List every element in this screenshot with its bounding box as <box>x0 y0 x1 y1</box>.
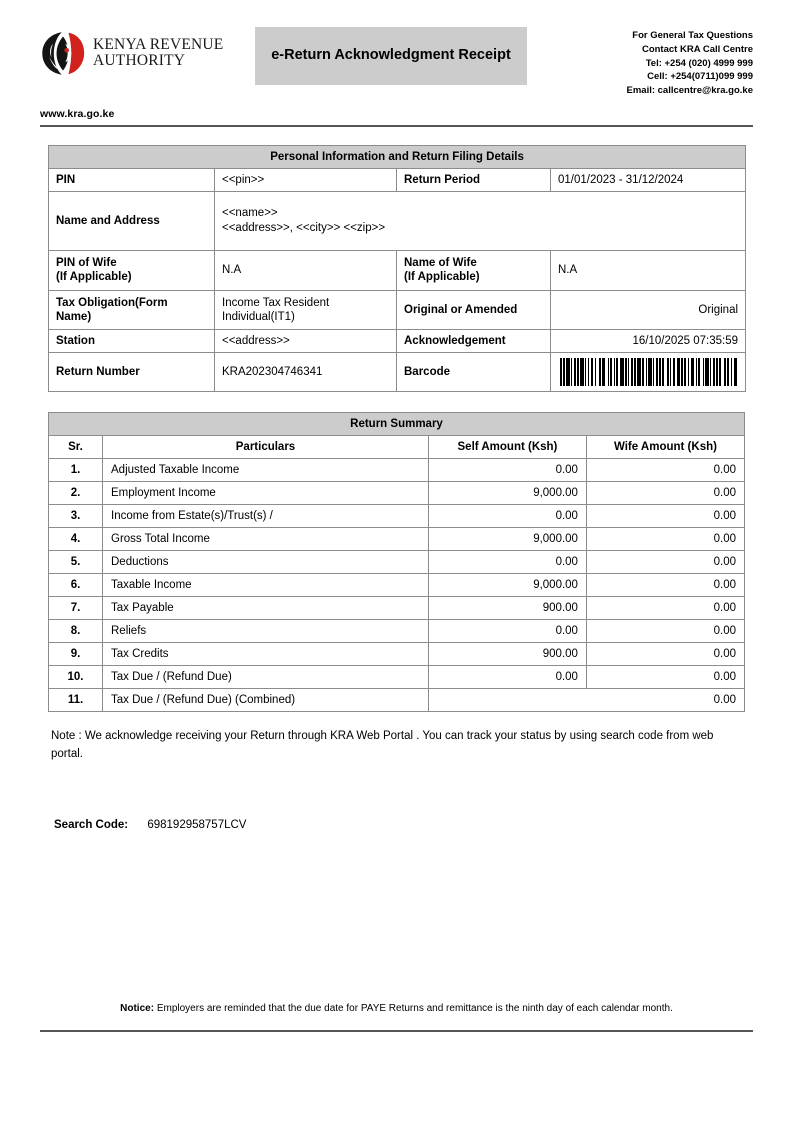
barcode-cell <box>551 353 746 392</box>
table-row <box>49 643 745 666</box>
barcode-label: Barcode <box>397 353 551 392</box>
table-row <box>49 505 745 528</box>
column-header-sr: Sr. <box>49 436 103 459</box>
tax-obligation-label-line2: Name) <box>56 310 92 323</box>
row-self-amount: 0.00 <box>428 620 586 643</box>
row-wife-amount: 0.00 <box>586 482 744 505</box>
name-of-wife-label-line1: Name of Wife <box>404 256 477 269</box>
row-wife-amount: 0.00 <box>586 666 744 689</box>
tax-obligation-value <box>215 290 397 330</box>
address-value: <<address>>, <<city>> <<zip>> <box>222 221 386 234</box>
tax-obligation-value-line1: Income Tax Resident <box>222 296 330 309</box>
row-particulars: Reliefs <box>103 620 429 643</box>
contact-line-1: For General Tax Questions <box>632 30 753 41</box>
logo-line-2: AUTHORITY <box>93 52 186 69</box>
original-amended-label: Original or Amended <box>397 290 551 330</box>
footer-notice-text: Employers are reminded that the due date for PAYE Returns and remittance is the ninth day of each calendar month. <box>156 1003 673 1014</box>
table-row <box>49 145 746 168</box>
contact-line-2: Contact KRA Call Centre <box>641 43 753 55</box>
row-serial: 5. <box>49 551 103 574</box>
row-self-amount: 0.00 <box>428 459 586 482</box>
row-wife-amount: 0.00 <box>586 528 744 551</box>
pin-of-wife-label <box>49 250 215 290</box>
footer-notice-label: Notice: <box>120 1003 155 1014</box>
acknowledgement-note: Note : We acknowledge receiving your Return through KRA Web Portal . You can track your status by using search code from web portal. <box>51 730 714 760</box>
contact-tel: Tel: +254 (020) 4999 999 <box>645 57 753 69</box>
pin-of-wife-label-line2: (If Applicable) <box>56 271 132 284</box>
row-particulars: Adjusted Taxable Income <box>103 459 429 482</box>
row-self-amount: 9,000.00 <box>428 482 586 505</box>
row-serial: 7. <box>49 597 103 620</box>
row-wife-amount: 0.00 <box>586 574 744 597</box>
row-self-amount: 0.00 <box>428 666 586 689</box>
name-address-value <box>215 191 746 250</box>
return-summary-section <box>48 412 745 712</box>
row-self-amount: 0.00 <box>428 505 586 528</box>
row-serial: 3. <box>49 505 103 528</box>
search-code-section <box>48 819 745 831</box>
row-self-amount: 9,000.00 <box>428 528 586 551</box>
table-row <box>49 666 745 689</box>
row-particulars: Taxable Income <box>103 574 429 597</box>
name-of-wife-label <box>397 250 551 290</box>
table-row <box>49 250 746 290</box>
return-summary-table <box>48 412 745 712</box>
column-header-wife-amount: Wife Amount (Ksh) <box>586 436 744 459</box>
row-particulars: Tax Payable <box>103 597 429 620</box>
table-row <box>49 574 745 597</box>
table-header-row <box>49 436 745 459</box>
station-value: <<address>> <box>215 330 397 353</box>
row-particulars: Gross Total Income <box>103 528 429 551</box>
return-number-value: KRA202304746341 <box>215 353 397 392</box>
row-particulars: Tax Due / (Refund Due) <box>103 666 429 689</box>
contact-email: Email: callcentre@kra.go.ke <box>626 85 753 97</box>
row-self-amount: 900.00 <box>428 643 586 666</box>
row-serial: 2. <box>49 482 103 505</box>
row-particulars: Tax Credits <box>103 643 429 666</box>
row-particulars: Employment Income <box>103 482 429 505</box>
personal-info-title: Personal Information and Return Filing Details <box>49 145 746 168</box>
row-wife-amount: 0.00 <box>586 459 744 482</box>
contact-info <box>527 18 753 98</box>
search-code-label: Search Code: <box>54 818 129 831</box>
column-header-particulars: Particulars <box>103 436 429 459</box>
footer-divider <box>40 1030 753 1032</box>
row-self-amount: 900.00 <box>428 597 586 620</box>
row-particulars: Tax Due / (Refund Due) (Combined) <box>103 689 429 712</box>
row-serial: 4. <box>49 528 103 551</box>
table-row <box>49 168 746 191</box>
website-url: www.kra.go.ke <box>40 107 115 120</box>
pin-of-wife-label-line1: PIN of Wife <box>56 256 117 269</box>
document-title: e-Return Acknowledgment Receipt <box>255 27 527 85</box>
table-row <box>49 528 745 551</box>
row-particulars: Deductions <box>103 551 429 574</box>
pin-value: <<pin>> <box>215 168 397 191</box>
row-self-amount: 0.00 <box>428 551 586 574</box>
table-row <box>49 191 746 250</box>
kra-lion-logo-icon <box>40 30 86 76</box>
station-label: Station <box>49 330 215 353</box>
row-combined-amount: 0.00 <box>428 689 744 712</box>
personal-info-section <box>48 145 745 393</box>
row-self-amount: 9,000.00 <box>428 574 586 597</box>
row-serial: 1. <box>49 459 103 482</box>
kra-logo <box>40 18 255 76</box>
logo-line-1: KENYA REVENUE <box>93 36 224 54</box>
row-serial: 8. <box>49 620 103 643</box>
acknowledgement-value: 16/10/2025 07:35:59 <box>551 330 746 353</box>
tax-obligation-label-line1: Tax Obligation(Form <box>56 296 168 309</box>
footer-notice <box>0 1003 793 1014</box>
table-row <box>49 551 745 574</box>
row-wife-amount: 0.00 <box>586 551 744 574</box>
search-code-value: 698192958757LCV <box>147 818 247 831</box>
name-value: <<name>> <box>222 207 278 220</box>
table-row <box>49 689 745 712</box>
table-row <box>49 413 745 436</box>
table-row <box>49 459 745 482</box>
contact-cell: Cell: +254(0711)099 999 <box>647 71 753 83</box>
column-header-self-amount: Self Amount (Ksh) <box>428 436 586 459</box>
row-serial: 6. <box>49 574 103 597</box>
header-divider <box>40 125 753 127</box>
row-wife-amount: 0.00 <box>586 620 744 643</box>
pin-of-wife-value: N.A <box>215 250 397 290</box>
name-address-label: Name and Address <box>49 191 215 250</box>
tax-obligation-value-line2: Individual(IT1) <box>222 310 295 323</box>
name-of-wife-label-line2: (If Applicable) <box>404 271 480 284</box>
row-serial: 11. <box>49 689 103 712</box>
acknowledgement-label: Acknowledgement <box>397 330 551 353</box>
table-row <box>49 597 745 620</box>
original-amended-value: Original <box>551 290 746 330</box>
personal-info-table <box>48 145 746 393</box>
return-number-label: Return Number <box>49 353 215 392</box>
row-wife-amount: 0.00 <box>586 505 744 528</box>
row-wife-amount: 0.00 <box>586 643 744 666</box>
kra-logo-text <box>93 37 223 69</box>
tax-obligation-label <box>49 290 215 330</box>
table-row <box>49 353 746 392</box>
table-row <box>49 290 746 330</box>
barcode-image <box>560 358 738 386</box>
row-wife-amount: 0.00 <box>586 597 744 620</box>
document-header <box>0 0 793 98</box>
table-row <box>49 330 746 353</box>
pin-label: PIN <box>49 168 215 191</box>
return-period-label: Return Period <box>397 168 551 191</box>
table-row <box>49 620 745 643</box>
document-footer <box>0 1003 793 1123</box>
row-particulars: Income from Estate(s)/Trust(s) / <box>103 505 429 528</box>
row-serial: 9. <box>49 643 103 666</box>
return-summary-title: Return Summary <box>49 413 745 436</box>
row-serial: 10. <box>49 666 103 689</box>
table-row <box>49 482 745 505</box>
return-period-value: 01/01/2023 - 31/12/2024 <box>551 168 746 191</box>
name-of-wife-value: N.A <box>551 250 746 290</box>
